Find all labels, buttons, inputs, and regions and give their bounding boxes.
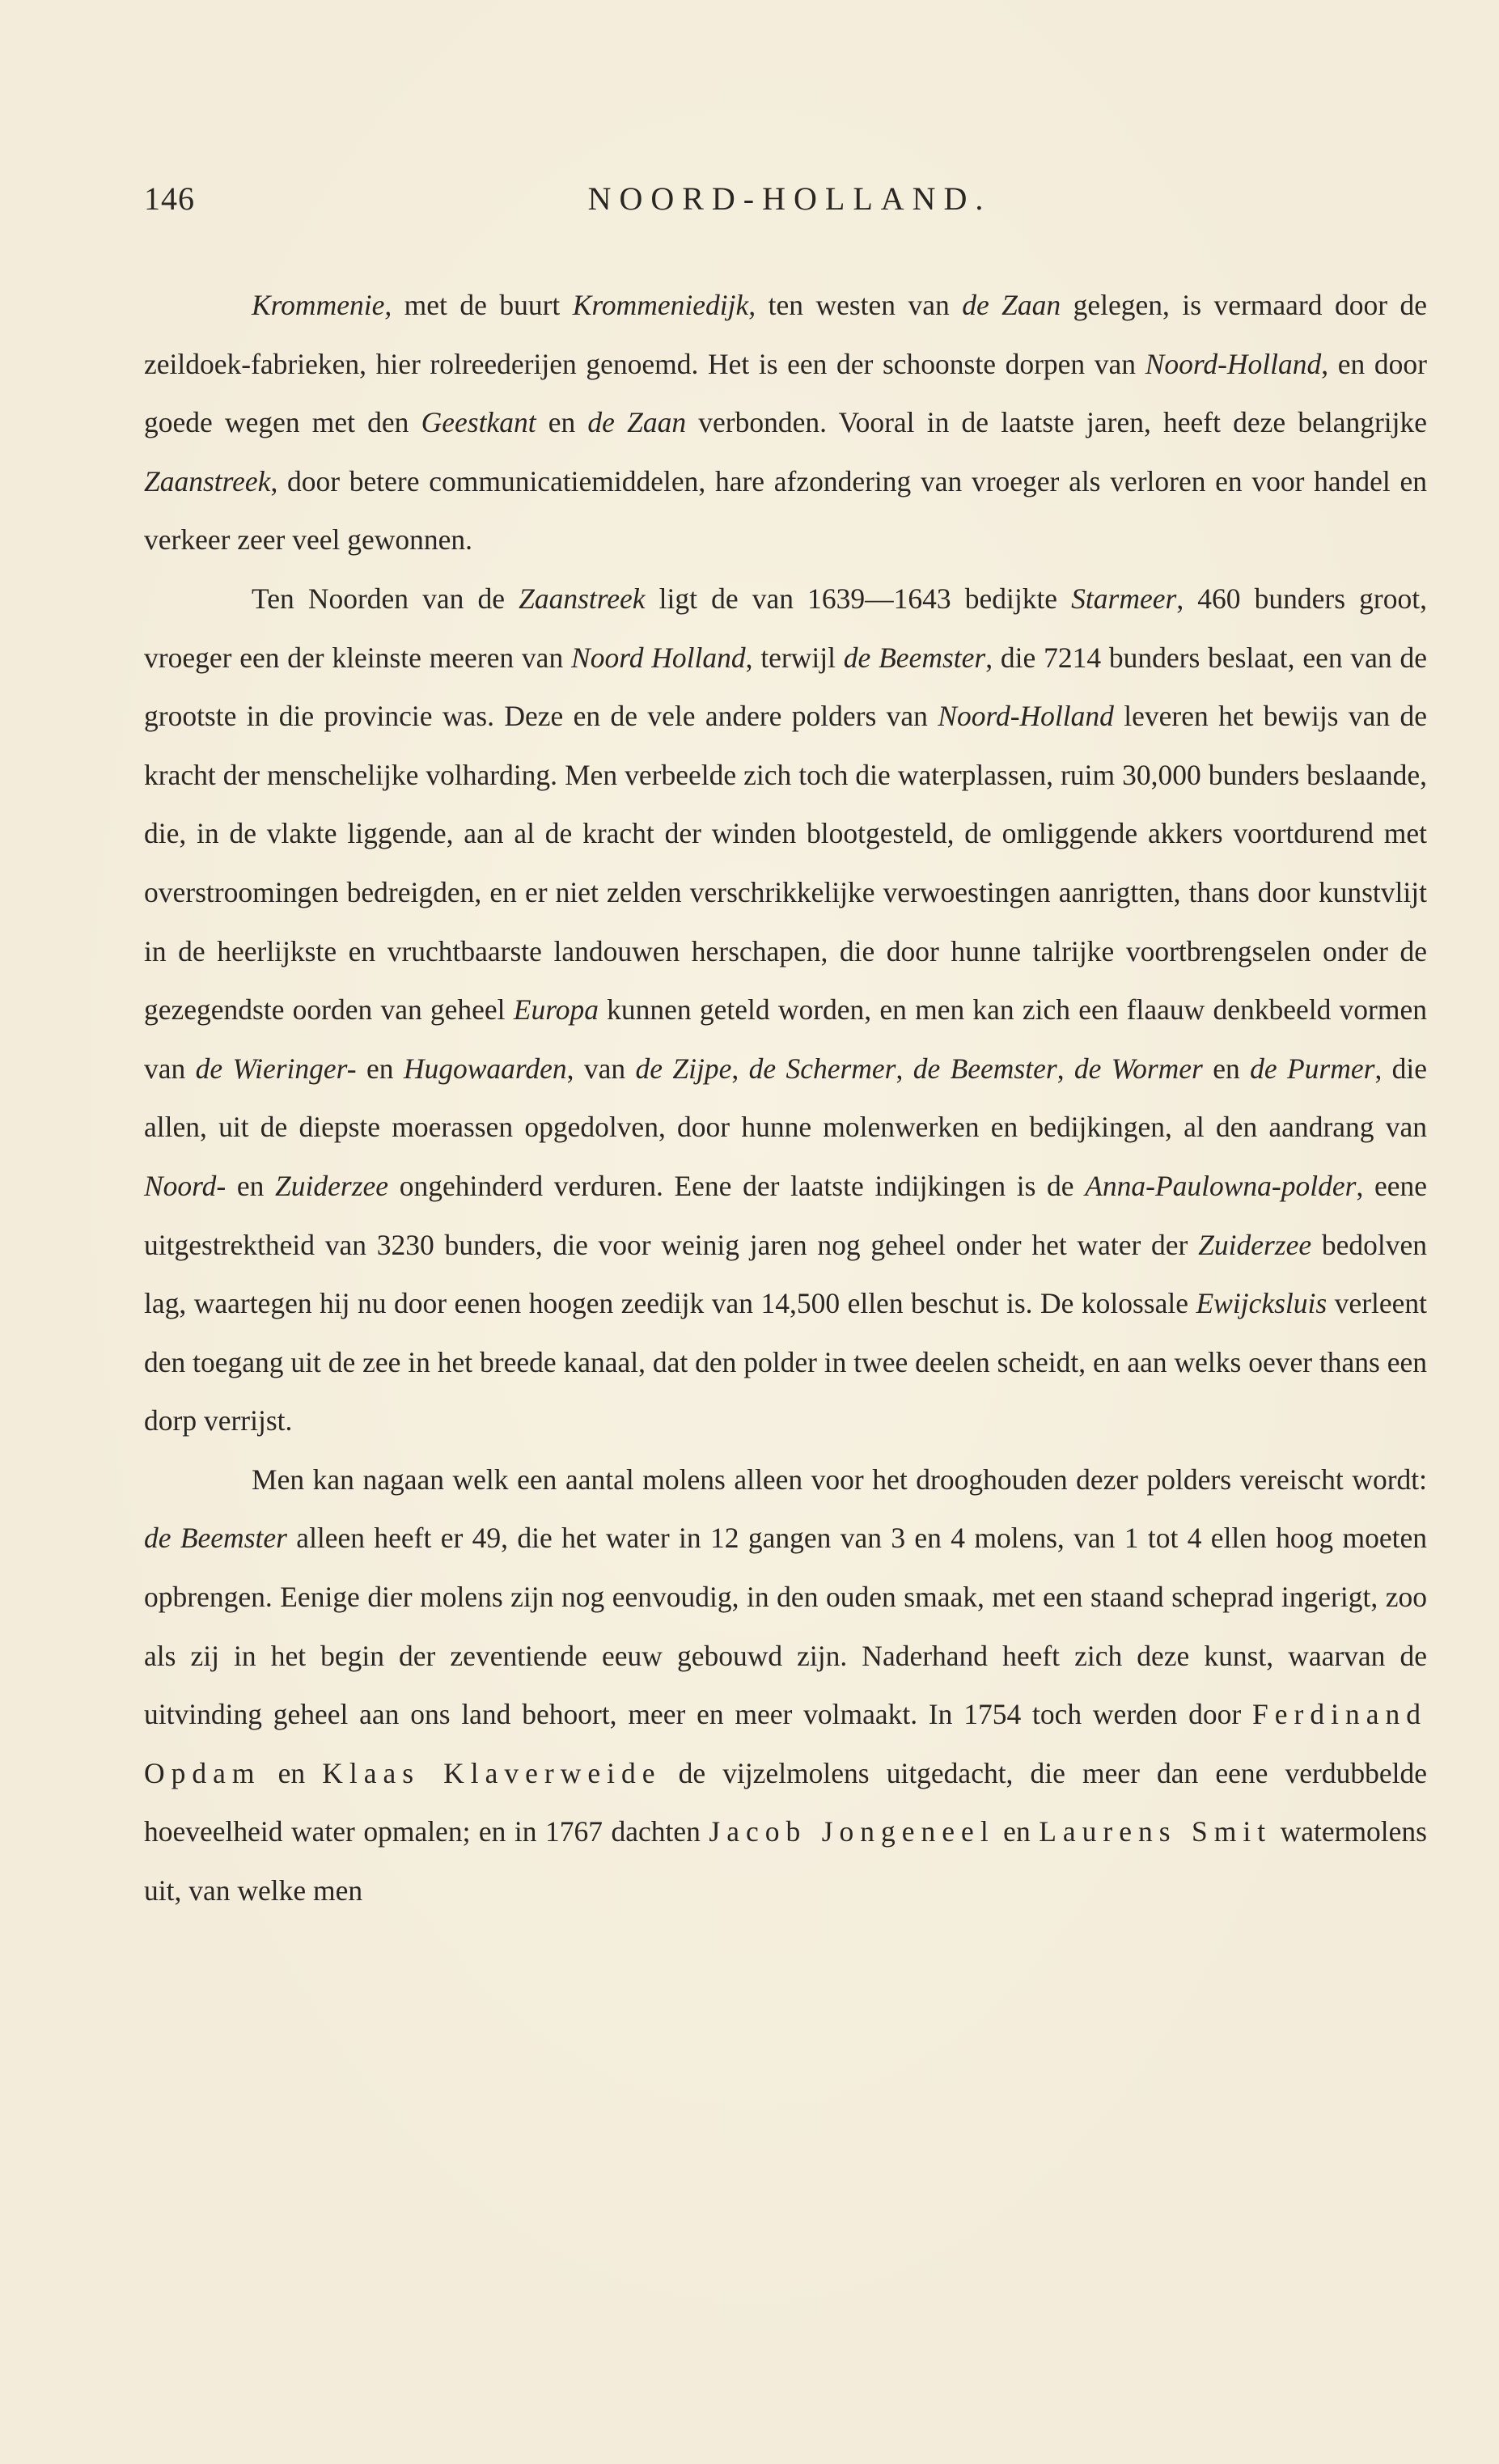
text-run: gelegen, is vermaard door de zeildoek-fabrieken, hier rolreederijen genoemd. Het is een der schoonste dorpen van	[144, 289, 1428, 380]
text-run: verleent den toegang uit de zee in het breede kanaal, dat den polder in twee deelen scheidt, en aan welks oever thans een dorp verrijst.	[144, 1287, 1427, 1437]
italic-term: Noord-Holland	[1145, 347, 1322, 380]
italic-term: Zuiderzee	[275, 1169, 389, 1202]
text-run: en	[1202, 1052, 1251, 1085]
italic-term: Geestkant	[421, 406, 536, 439]
italic-term: de Zijpe	[635, 1052, 732, 1085]
italic-term: Krommenie,	[252, 289, 392, 321]
text-run: ligt de van 1639—1643 bedijkte	[645, 582, 1072, 615]
body-text	[144, 276, 1427, 1920]
text-run: en	[226, 1169, 276, 1202]
text-run: , eene uitgestrektheid van 3230 bunders, die voor weinig jaren nog geheel onder het water der	[144, 1169, 1427, 1261]
text-run: met de buurt	[392, 289, 573, 321]
italic-term: de Wieringer-	[195, 1052, 357, 1085]
running-title: NOORD-HOLLAND.	[587, 180, 992, 217]
text-run: ,	[1056, 1052, 1074, 1085]
italic-term: de Beemster	[843, 641, 986, 674]
text-run: , door betere communicatiemiddelen, hare afzondering van vroeger als verloren en voor handel en verkeer zeer veel gewonnen.	[144, 464, 1427, 557]
page-header	[144, 180, 1435, 228]
text-run: de vijzelmolens uitgedacht, die meer dan eene verdubbelde hoeveelheid water opmalen; en in 1767 dachten	[144, 1756, 1427, 1848]
paragraph-krommenie	[144, 276, 1427, 569]
italic-term: Krommeniedijk,	[572, 289, 756, 321]
text-run: ,	[731, 1052, 749, 1085]
italic-term: Zaanstreek	[519, 582, 646, 615]
text-run: , die allen, uit de diepste moerassen opgedolven, door hunne molenwerken en bedijkingen, al den aandrang van	[144, 1052, 1428, 1144]
italic-term: Zaanstreek	[144, 464, 271, 497]
spaced-name: Laurens Smit	[1039, 1815, 1272, 1848]
text-run: , 460 bunders groot, vroeger een der kleinste meeren van	[144, 582, 1427, 674]
text-run: watermolens uit, van welke men	[144, 1815, 1427, 1907]
text-run: leveren het bewijs van de kracht der menschelijke volharding. Men verbeelde zich toch die waterplassen, ruim 30,000 bunders beslaande, die, in de vlakte liggende, aan al de kracht der winden blootgesteld, de omliggende akkers voortdurend met overstroomingen bedreigden, en er niet zelden verschrikkelijke verwoestingen aanrigtten, thans door kunstvlijt in de heerlijkste en vruchtbaarste landouwen herschapen, die door hunne talrijke voortbrengselen onder de gezegendste oorden van geheel	[144, 700, 1427, 1027]
text-run: , die 7214 bunders beslaat, een van de grootste in die provincie was. Deze en de vele andere polders van	[144, 641, 1427, 733]
italic-term: Anna-Paulowna-polder	[1085, 1169, 1357, 1202]
text-run: Men kan nagaan welk een aantal molens alleen voor het drooghouden dezer polders vereischt wordt:	[252, 1463, 1427, 1496]
text-run: en	[356, 1052, 404, 1085]
paragraph-polders	[144, 569, 1427, 1450]
italic-term: Noord-	[144, 1169, 227, 1202]
text-run: , en door goede wegen met den	[144, 347, 1427, 439]
italic-term: de Wormer	[1073, 1052, 1203, 1085]
text-run: bedolven lag, waartegen hij nu door eenen hoogen zeedijk van 14,500 ellen beschut is. De kolossale	[144, 1228, 1427, 1320]
italic-term: Noord-Holland	[938, 700, 1114, 733]
italic-term: de Beemster	[913, 1052, 1057, 1085]
italic-term: de Schermer	[748, 1052, 896, 1085]
italic-term: de Beemster	[144, 1522, 287, 1555]
text-run: ten westen van	[756, 289, 963, 321]
italic-term: de Zaan	[962, 289, 1061, 321]
spaced-name: Ferdinand Opdam	[144, 1698, 1427, 1789]
text-run: , terwijl	[745, 641, 844, 674]
text-run: en	[260, 1756, 323, 1789]
paragraph-molens	[144, 1450, 1427, 1920]
italic-term: Noord Holland	[571, 641, 746, 674]
spaced-name: Klaas Klaverweide	[322, 1756, 662, 1789]
text-run: , van	[566, 1052, 636, 1085]
text-run: ongehinderd verduren. Eene der laatste indijkingen is de	[388, 1169, 1086, 1202]
text-run: kunnen geteld worden, en men kan zich een flaauw denkbeeld vormen van	[144, 993, 1427, 1085]
text-run: verbonden. Vooral in de laatste jaren, heeft deze belangrijke	[686, 406, 1428, 439]
italic-term: de Zaan	[587, 406, 687, 439]
spaced-name: Jacob Jongeneel	[709, 1815, 995, 1848]
italic-term: Europa	[513, 993, 599, 1027]
italic-term: Zuiderzee	[1198, 1228, 1312, 1261]
page-number: 146	[144, 180, 195, 217]
italic-term: Hugowaarden	[403, 1052, 567, 1085]
text-run: Ten Noorden van de	[252, 582, 519, 615]
text-run: en	[536, 406, 588, 439]
text-run: en	[994, 1815, 1040, 1848]
text-run: ,	[896, 1052, 913, 1085]
italic-term: Starmeer	[1071, 582, 1177, 615]
italic-term: Ewijcksluis	[1196, 1287, 1328, 1320]
text-run: alleen heeft er 49, die het water in 12 gangen van 3 en 4 molens, van 1 tot 4 ellen hoog moeten opbrengen. Eenige dier molens zijn nog eenvoudig, in den ouden smaak, met een staand scheprad ingerigt, zoo als zij in het begin der zeventiende eeuw gebouwd zijn. Naderhand heeft zich deze kunst, waarvan de uitvinding geheel aan ons land behoort, meer en meer volmaakt. In 1754 toch werden door	[144, 1522, 1427, 1731]
italic-term: de Purmer	[1250, 1052, 1375, 1085]
